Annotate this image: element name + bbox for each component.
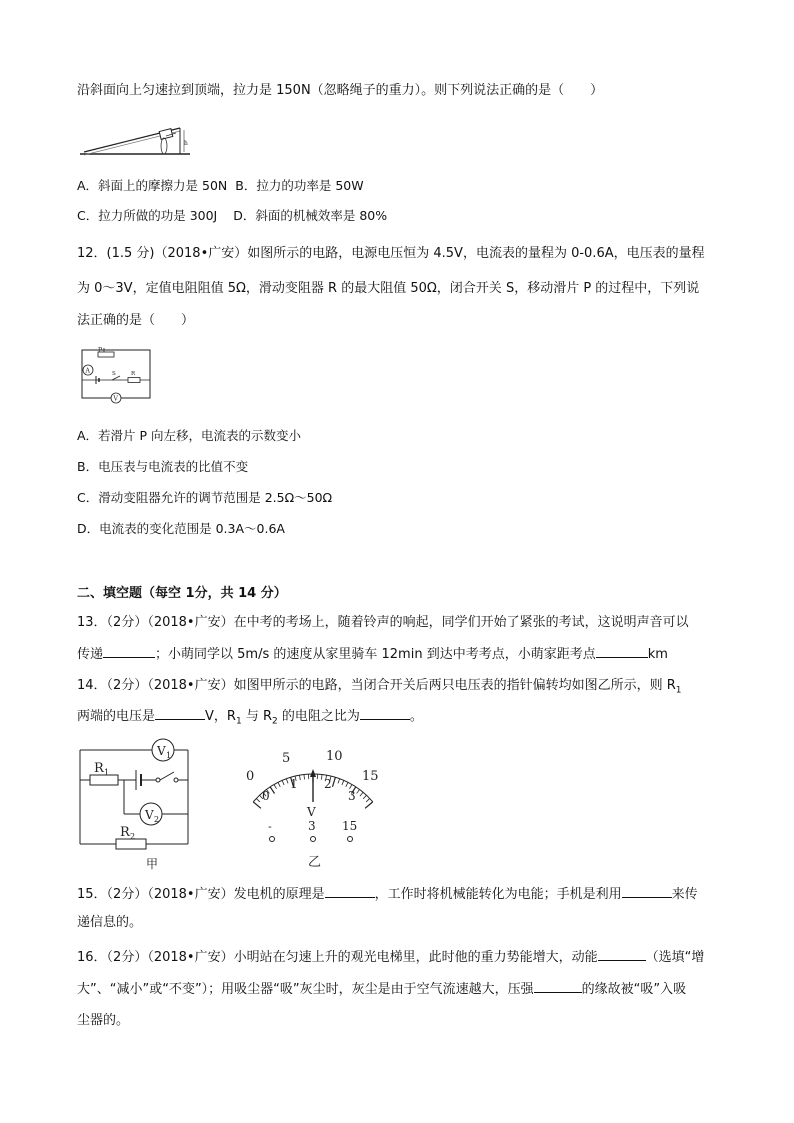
q12-p-label: P	[98, 347, 103, 354]
q13-stem-line-2: 传递 ；小萌同学以 5m/s 的速度从家里骑车 12min 到达中考考点，小萌家距考点 km	[77, 647, 668, 662]
q16-stem-line-3: 尘器的。	[77, 1013, 130, 1028]
inner-tick-3: 3	[348, 789, 356, 803]
q14-stem-line-1: 14．（2分）（2018•广安）如图甲所示的电路，当闭合开关后两只电压表的指针偏转均如图乙所示，则 $R_1$	[77, 678, 682, 696]
dial-tick-mark	[256, 798, 260, 801]
dial-tick-mark	[299, 775, 300, 780]
dial-tick-mark	[366, 798, 370, 801]
q15-stem-line-2: 递信息的。	[77, 915, 143, 930]
dial-tick-mark	[253, 802, 261, 808]
q14-circuit-jia	[74, 738, 204, 872]
q16-stem-line-1: 16．（2分）（2018•广安）小明站在匀速上升的观光电梯里，此时他的重力势能增大，动能 （选填“增	[77, 950, 705, 965]
q12-stem-line-1: 12．(1.5 分)（2018•广安）如图所示的电路，电源电压恒为 4.5V，电流表的量程为 0-0.6A，电压表的量程	[77, 246, 705, 261]
q11-stem-line: 沿斜面向上匀速拉到顶端，拉力是 150N（忽略绳子的重力）。则下列说法正确的是（ ）	[77, 83, 604, 98]
q12-option-c[interactable]: C．滑动变阻器允许的调节范围是 2.5Ω～50Ω	[77, 490, 333, 505]
terminal-3-label: 3	[308, 819, 316, 833]
dial-tick-mark	[357, 789, 360, 793]
terminal-neg-label: -	[268, 820, 272, 833]
dial-unit: V	[307, 805, 316, 819]
dial-tick-mark	[363, 795, 366, 799]
q11-option-c[interactable]: C．拉力所做的功是 300J	[77, 208, 218, 223]
r1-label: R	[94, 761, 104, 776]
q11-option-a[interactable]: A．斜面上的摩擦力是 50N	[77, 178, 228, 193]
dial-tick-mark	[342, 780, 344, 785]
dial-tick-mark	[304, 775, 305, 780]
v2-label: V	[145, 808, 154, 822]
q12-option-d[interactable]: D．电流表的变化范围是 0.3A～0.6A	[77, 521, 285, 536]
dial-tick-mark	[278, 782, 280, 786]
v1-label: V	[157, 744, 166, 758]
q11-options-cd	[77, 207, 387, 225]
dial-tick-mark	[282, 780, 284, 785]
q16-blank-2[interactable]	[534, 980, 582, 993]
svg-text:1: 1	[104, 768, 110, 777]
incline-figure	[76, 118, 196, 160]
dial-tick-mark	[360, 792, 363, 796]
q12-voltmeter-label: V	[113, 395, 118, 403]
svg-text:2: 2	[130, 832, 136, 841]
q14-blank-1[interactable]	[155, 707, 205, 720]
q15-blank-2[interactable]	[622, 885, 672, 898]
q15-stem-line-1: 15．（2分）（2018•广安）发电机的原理是 ，工作时将机械能转化为电能；手机是利用 来传	[77, 887, 698, 902]
inner-tick-0: 0	[262, 789, 270, 803]
q12-stem-line-3: 法正确的是（ ）	[77, 313, 195, 328]
svg-text:h: h	[184, 140, 188, 147]
dial-tick-mark	[333, 777, 336, 787]
dial-tick-mark	[338, 779, 340, 784]
inner-tick-2: 2	[324, 777, 332, 791]
outer-tick-10: 10	[326, 749, 343, 764]
outer-tick-15: 15	[362, 769, 379, 784]
q12-switch-label: S	[112, 371, 116, 377]
q13-blank-2[interactable]	[596, 645, 648, 658]
svg-text:2: 2	[154, 815, 160, 824]
r2-label: R	[120, 825, 130, 840]
q16-blank-1[interactable]	[598, 948, 646, 961]
q14-dial-yi	[240, 742, 388, 870]
q14-stem-line-2: 两端的电压是 V，$R_1$ 与 $R_2$ 的电阻之比为 。	[77, 709, 423, 727]
inner-tick-1: 1	[290, 777, 298, 791]
q11-options-ab	[77, 177, 364, 195]
q12-resistor-label: R	[131, 371, 136, 377]
svg-text:1: 1	[166, 751, 172, 760]
q12-ammeter-label: A	[85, 367, 90, 375]
q11-option-d[interactable]: D．斜面的机械效率是 80%	[233, 208, 388, 223]
dial-tick-mark	[274, 784, 277, 788]
dial-tick-mark	[346, 782, 348, 786]
dial-tick-mark	[286, 779, 288, 784]
q13-blank-1[interactable]	[103, 645, 155, 658]
q12-option-a[interactable]: A．若滑片 P 向左移，电流表的示数变小	[77, 428, 302, 443]
dial-tick-mark	[321, 775, 322, 780]
q12-option-b[interactable]: B．电压表与电流表的比值不变	[77, 459, 249, 474]
q13-stem-line-1: 13．（2分）（2018•广安）在中考的考场上，随着铃声的响起，同学们开始了紧张的考试，这说明声音可以	[77, 615, 689, 630]
outer-tick-0: 0	[246, 769, 255, 784]
q11-option-b[interactable]: B．拉力的功率是 50W	[235, 178, 364, 193]
section-title: 二、填空题（每空 1分，共 14 分）	[77, 586, 287, 601]
caption-jia: 甲	[146, 857, 159, 871]
q12-stem-line-2: 为 0～3V，定值电阻阻值 5Ω，滑动变阻器 R 的最大阻值 50Ω，闭合开关 S，移动滑片 P 的过程中，下列说	[77, 281, 700, 296]
q15-blank-1[interactable]	[325, 885, 375, 898]
q14-blank-2[interactable]	[360, 707, 410, 720]
terminal-15-label: 15	[342, 819, 358, 833]
caption-yi: 乙	[308, 855, 322, 870]
dial-tick-mark	[270, 787, 274, 794]
outer-tick-5: 5	[282, 751, 291, 766]
dial-tick-mark	[365, 802, 373, 808]
q12-circuit-figure	[76, 346, 156, 406]
q16-stem-line-2: 大”、“减小”或“不变”）；用吸尘器“吸”灰尘时，灰尘是由于空气流速越大，压强 的缘故被“吸”入吸	[77, 982, 687, 997]
